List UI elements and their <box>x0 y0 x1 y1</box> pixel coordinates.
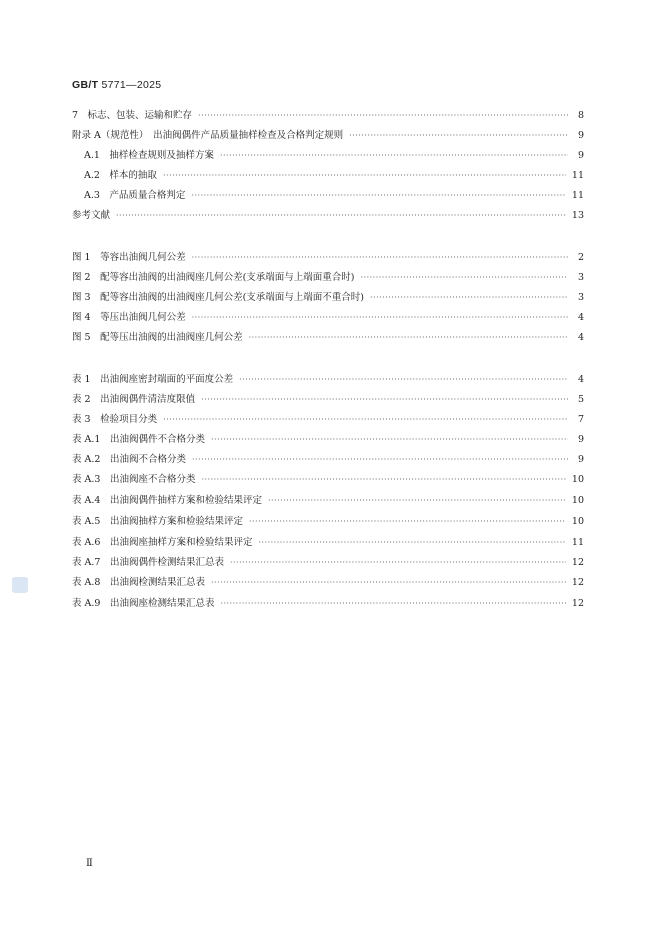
table-entry-label: 表 A.9 出油阀座检测结果汇总表 <box>72 598 215 609</box>
leader-dots <box>258 536 565 550</box>
table-entry-page: 12 <box>571 557 584 568</box>
figure-entry-label: 图 2 配等容出油阀的出油阀座几何公差(支承端面与上端面重合时) <box>72 272 355 283</box>
figure-entry-label: 图 5 配等压出油阀的出油阀座几何公差 <box>72 332 243 343</box>
toc-entry-page: 9 <box>577 130 584 141</box>
figure-entry-label: 图 3 配等容出油阀的出油阀座几何公差(支承端面与上端面不重合时) <box>72 292 364 303</box>
table-entry[interactable] <box>72 556 584 570</box>
table-entry[interactable] <box>72 453 584 467</box>
table-entry-label: 表 3 检验项目分类 <box>72 414 158 425</box>
table-entry-label: 表 A.5 出油阀抽样方案和检验结果评定 <box>72 516 243 527</box>
table-entry-label: 表 A.8 出油阀检测结果汇总表 <box>72 577 205 588</box>
table-entry[interactable] <box>72 536 584 550</box>
figure-entry[interactable] <box>72 271 584 285</box>
leader-dots <box>239 373 568 387</box>
toc-entry[interactable] <box>72 109 584 123</box>
leader-dots <box>249 515 566 529</box>
table-entry[interactable] <box>72 515 584 529</box>
table-entry[interactable] <box>72 433 584 447</box>
leader-dots <box>201 473 565 487</box>
figure-entry-page: 3 <box>577 292 584 303</box>
figure-entry-page: 2 <box>577 252 584 263</box>
table-entry-page: 9 <box>577 434 584 445</box>
toc-entry[interactable] <box>84 169 584 183</box>
leader-dots <box>201 393 568 407</box>
table-entry-page: 10 <box>571 495 584 506</box>
table-entry[interactable] <box>72 576 584 590</box>
table-entry-label: 表 A.1 出油阀偶件不合格分类 <box>72 434 205 445</box>
figure-entry-page: 3 <box>577 272 584 283</box>
leader-dots <box>116 209 566 223</box>
leader-dots <box>249 331 568 345</box>
figure-entry[interactable] <box>72 311 584 325</box>
leader-dots <box>370 291 568 305</box>
table-entry-label: 表 1 出油阀座密封端面的平面度公差 <box>72 374 234 385</box>
leader-dots <box>192 311 568 325</box>
toc-entry[interactable] <box>72 129 584 143</box>
figure-entry-label: 图 1 等容出油阀几何公差 <box>72 252 186 263</box>
toc-entry[interactable] <box>84 189 584 203</box>
leader-dots <box>192 251 568 265</box>
toc-entry-page: 8 <box>577 110 584 121</box>
table-entry-label: 表 2 出油阀偶件清洁度限值 <box>72 394 196 405</box>
toc-entry-label: 7 标志、包装、运输和贮存 <box>72 110 193 121</box>
leader-dots <box>211 433 568 447</box>
toc-entry[interactable] <box>84 149 584 163</box>
table-entry-page: 10 <box>571 474 584 485</box>
toc-entry-label: 参考文献 <box>72 210 111 221</box>
toc-entry-label: A.2 样本的抽取 <box>84 170 157 181</box>
leader-dots <box>230 556 566 570</box>
table-entry[interactable] <box>72 393 584 407</box>
page-number: Ⅱ <box>86 858 93 869</box>
table-entry-page: 5 <box>577 394 584 405</box>
table-entry[interactable] <box>72 494 584 508</box>
figure-entry[interactable] <box>72 251 584 265</box>
leader-dots <box>198 109 568 123</box>
table-entry[interactable] <box>72 597 584 611</box>
toc-entry-page: 13 <box>571 210 584 221</box>
toc-entry-page: 11 <box>571 190 584 201</box>
table-entry-page: 7 <box>577 414 584 425</box>
figure-entry[interactable] <box>72 291 584 305</box>
table-entry-page: 12 <box>571 577 584 588</box>
figure-entry[interactable] <box>72 331 584 345</box>
leader-dots <box>211 576 566 590</box>
leader-dots <box>192 453 568 467</box>
toc-entry-label: 附录 A（规范性） 出油阀偶件产品质量抽样检查及合格判定规则 <box>72 130 344 141</box>
table-entry-page: 9 <box>577 454 584 465</box>
table-entry-label: 表 A.2 出油阀不合格分类 <box>72 454 186 465</box>
table-entry-label: 表 A.3 出油阀座不合格分类 <box>72 474 196 485</box>
table-entry-page: 10 <box>571 516 584 527</box>
leader-dots <box>163 169 566 183</box>
table-entry-label: 表 A.6 出油阀座抽样方案和检验结果评定 <box>72 537 253 548</box>
table-entry-page: 11 <box>571 537 584 548</box>
figure-entry-page: 4 <box>577 332 584 343</box>
leader-dots <box>360 271 568 285</box>
leader-dots <box>268 494 566 508</box>
toc-entry-label: A.3 产品质量合格判定 <box>84 190 186 201</box>
leader-dots <box>349 129 568 143</box>
figure-entry-page: 4 <box>577 312 584 323</box>
table-entry[interactable] <box>72 413 584 427</box>
leader-dots <box>220 597 565 611</box>
table-entry[interactable] <box>72 473 584 487</box>
toc-entry-label: A.1 抽样检查规则及抽样方案 <box>84 150 214 161</box>
table-entry-label: 表 A.7 出油阀偶件检测结果汇总表 <box>72 557 224 568</box>
document-header <box>72 79 161 91</box>
figure-entry-label: 图 4 等压出油阀几何公差 <box>72 312 186 323</box>
toc-entry-page: 11 <box>571 170 584 181</box>
toc-entry[interactable] <box>72 209 584 223</box>
standard-number: 5771—2025 <box>101 79 162 91</box>
toc-entry-page: 9 <box>577 150 584 161</box>
watermark-logo <box>12 577 28 593</box>
table-entry-label: 表 A.4 出油阀偶件抽样方案和检验结果评定 <box>72 495 262 506</box>
standard-prefix: GB/T <box>72 79 99 91</box>
leader-dots <box>220 149 568 163</box>
leader-dots <box>163 413 568 427</box>
table-entry-page: 4 <box>577 374 584 385</box>
leader-dots <box>191 189 565 203</box>
table-entry-page: 12 <box>571 598 584 609</box>
table-entry[interactable] <box>72 373 584 387</box>
